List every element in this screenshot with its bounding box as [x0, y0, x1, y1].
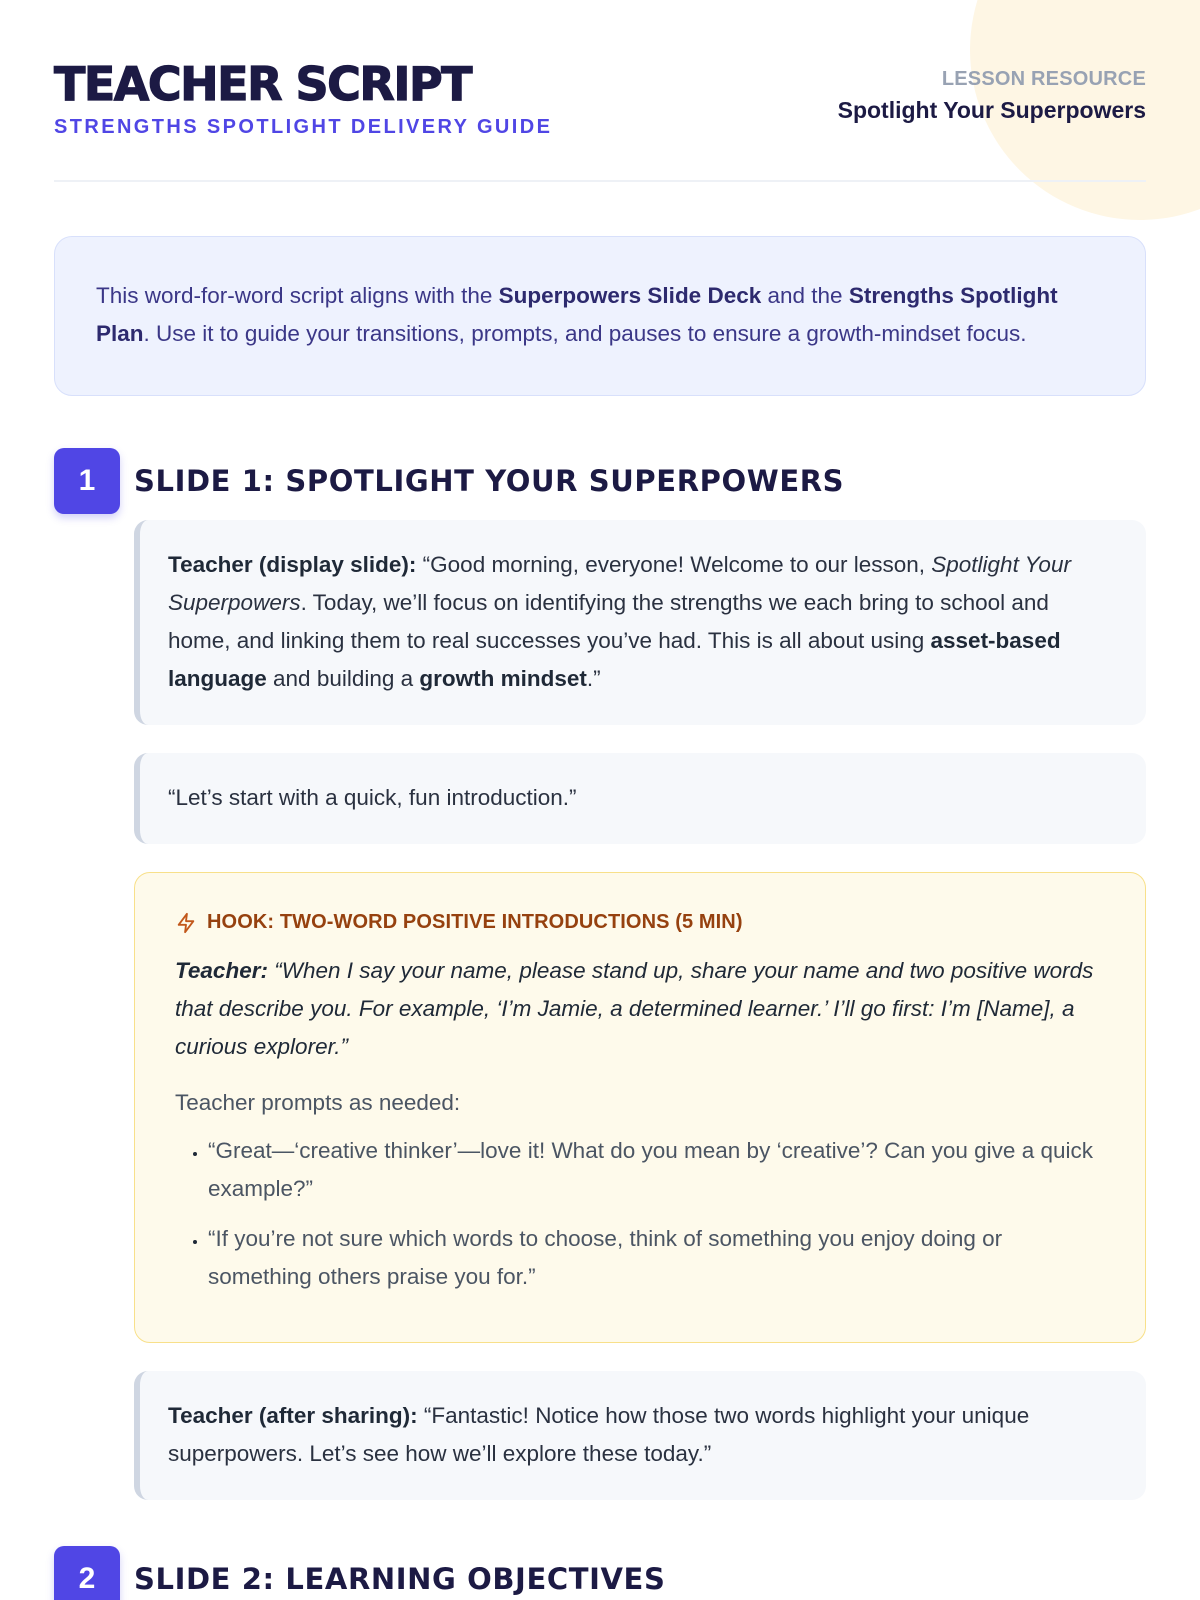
page-header — [54, 0, 1146, 182]
quote-text: “When I say your name, please stand up, share your name and two positive words that describe you. For example, ‘I’m Jamie, a determined learner.’ I’ll go first: I’m [Name], a curious explorer.” — [175, 958, 1094, 1059]
list-item: • “If you’re not sure which words to choose, think of something you enjoy doing or something others praise you for.” — [208, 1220, 1105, 1296]
lightning-icon — [175, 912, 197, 934]
title-block — [54, 58, 552, 139]
resource-kicker: LESSON RESOURCE — [941, 68, 1146, 90]
section-title: SLIDE 1: SPOTLIGHT YOUR SUPERPOWERS — [134, 464, 845, 498]
step-number-badge: 1 — [54, 448, 120, 514]
hook-quote — [175, 952, 1105, 1066]
speaker-label: Teacher: — [175, 958, 268, 983]
script-text: “Good morning, everyone! Welcome to our lesson, — [416, 552, 932, 577]
section-heading — [54, 448, 1146, 514]
section-body — [134, 520, 1146, 1500]
script-block — [134, 753, 1146, 844]
script-text: “Let’s start with a quick, fun introduction.” — [168, 785, 577, 810]
speaker-label: Teacher (after sharing): — [168, 1403, 418, 1428]
resource-name: Spotlight Your Superpowers — [837, 97, 1146, 123]
lesson-name: Spotlight Your Superpowers — [168, 552, 1071, 615]
prompt-list — [175, 1132, 1105, 1296]
speaker-label: Teacher (display slide): — [168, 552, 417, 577]
script-block — [134, 520, 1146, 725]
resource-block — [838, 58, 1146, 124]
hook-title: HOOK: TWO-WORD POSITIVE INTRODUCTIONS (5 MIN) — [207, 911, 743, 933]
hook-heading — [175, 911, 1105, 934]
intro-deck-name: Superpowers Slide Deck — [498, 283, 762, 308]
hook-callout — [134, 872, 1146, 1343]
key-term: asset-based language — [168, 628, 1061, 691]
page-title: TEACHER SCRIPT — [54, 57, 472, 111]
script-text: . Today, we’ll focus on identifying the strengths we each bring to school and home, and linking them to real successes you’ve had. This is all about using — [168, 590, 1049, 653]
page-subtitle: STRENGTHS SPOTLIGHT DELIVERY GUIDE — [54, 116, 553, 138]
key-term: growth mindset — [419, 666, 587, 691]
script-text: “Fantastic! Notice how those two words highlight your unique superpowers. Let’s see how we’ll explore these today.” — [168, 1403, 1030, 1466]
intro-callout — [54, 236, 1146, 396]
section-heading — [54, 1546, 1146, 1600]
intro-text: This word-for-word script aligns with the — [96, 283, 499, 308]
script-block — [134, 1371, 1146, 1500]
script-text: and building a — [266, 666, 420, 691]
step-number-badge: 2 — [54, 1546, 120, 1600]
section-title: SLIDE 2: LEARNING OBJECTIVES — [134, 1562, 666, 1596]
prompts-label: Teacher prompts as needed: — [175, 1090, 461, 1115]
intro-text: . Use it to guide your transitions, prompts, and pauses to ensure a growth-mindset focus. — [143, 321, 1027, 346]
list-item: • “Great—‘creative thinker’—love it! What do you mean by ‘creative’? Can you give a quick example?” — [208, 1132, 1105, 1208]
intro-plan-name: Strengths Spotlight Plan — [96, 283, 1058, 346]
intro-text: and the — [761, 283, 849, 308]
script-text: .” — [586, 666, 601, 691]
